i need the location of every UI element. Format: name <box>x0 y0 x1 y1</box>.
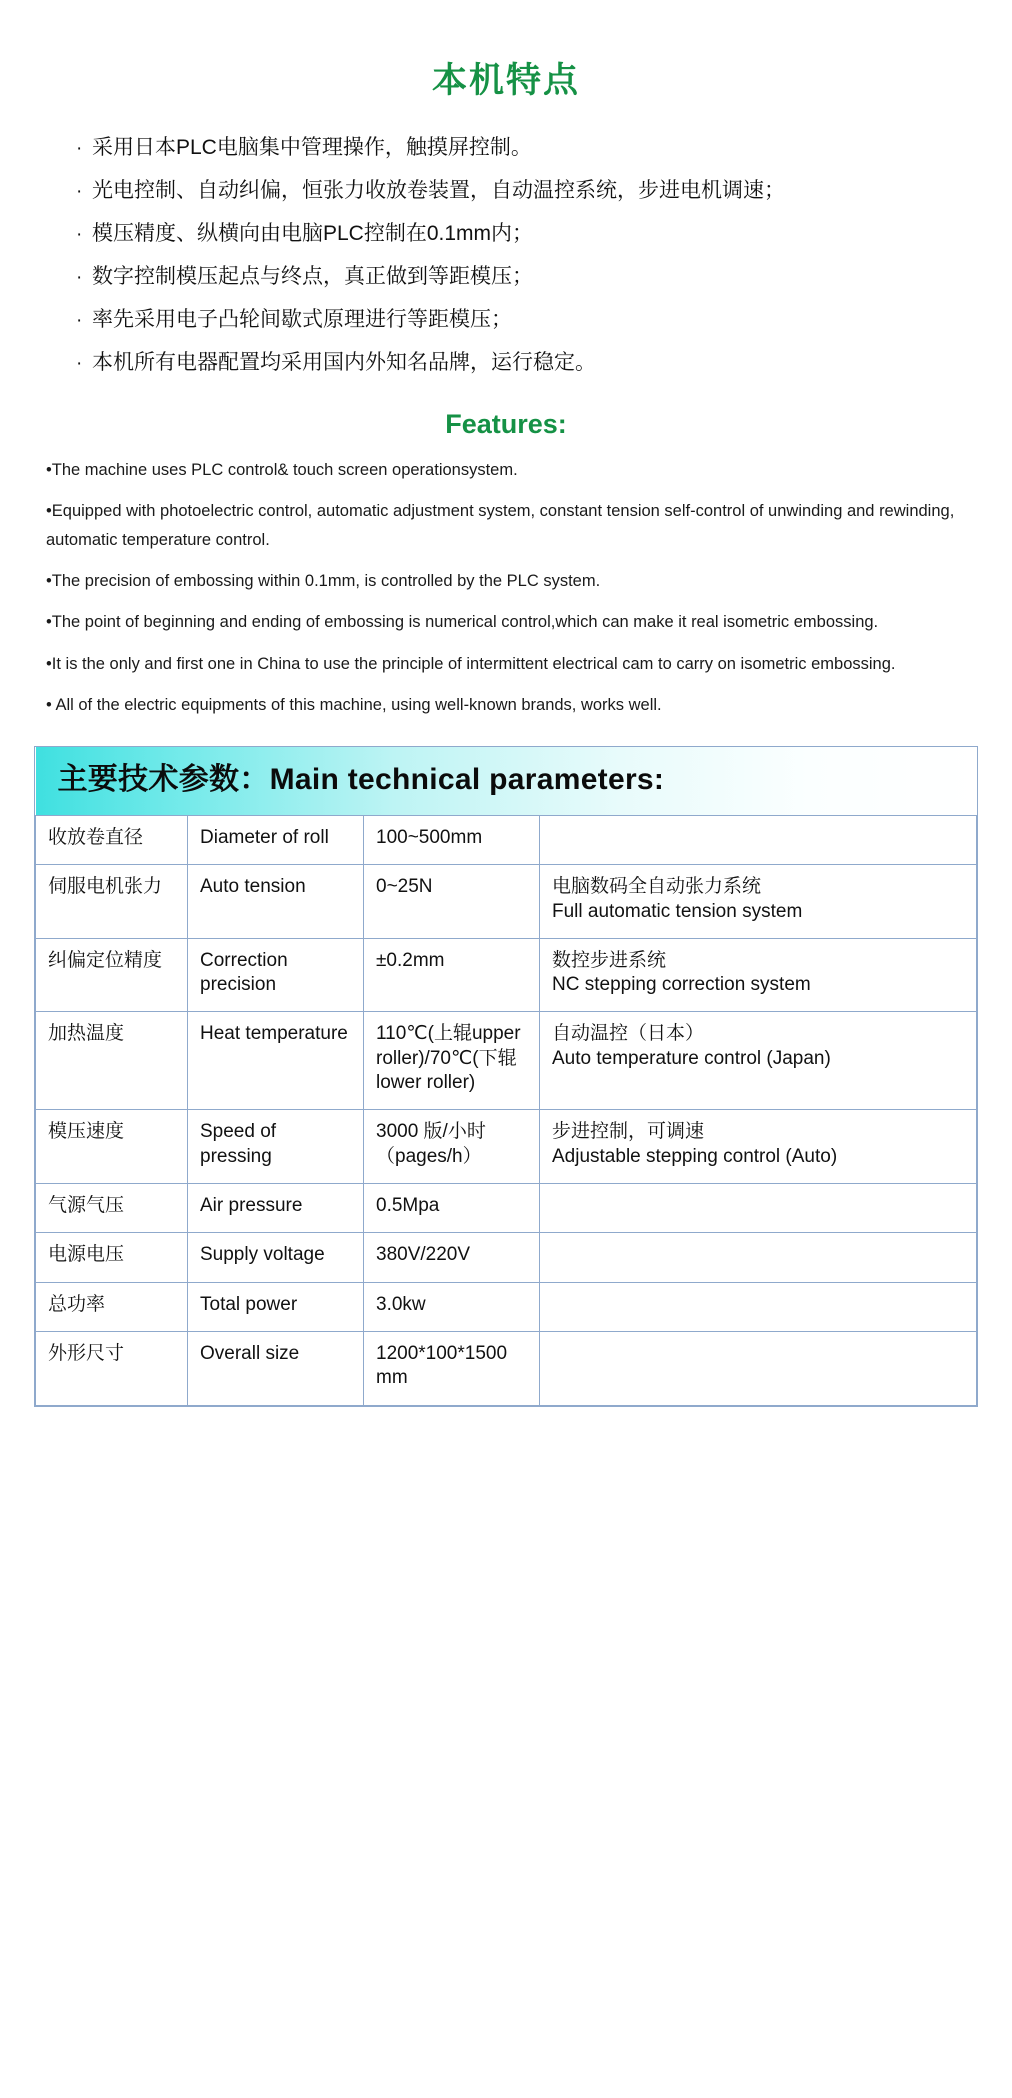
list-item-label: 采用日本PLC电脑集中管理操作，触摸屏控制。 <box>92 135 532 159</box>
list-item <box>76 223 1012 244</box>
row-label-en: Diameter of roll <box>188 815 364 864</box>
chinese-feature-list <box>0 137 1012 373</box>
product-spec-page <box>0 23 1012 1406</box>
spec-table-container <box>34 746 978 1407</box>
list-item <box>76 180 1012 201</box>
row-value: 0.5Mpa <box>364 1184 540 1233</box>
list-item <box>76 309 1012 330</box>
row-note <box>540 1184 977 1233</box>
list-item: •Equipped with photoelectric control, automatic adjustment system, constant tension self-control of unwinding and rewinding, automatic temperature control. <box>46 502 955 549</box>
row-note <box>540 1110 977 1184</box>
row-value: 3000 版/小时（pages/h） <box>364 1110 540 1184</box>
row-note-line: Adjustable stepping control (Auto) <box>552 1145 838 1167</box>
row-value: 110℃(上辊upper roller)/70℃(下辊lower roller) <box>364 1012 540 1110</box>
row-label-cn: 气源气压 <box>36 1184 188 1233</box>
row-value: ±0.2mm <box>364 938 540 1012</box>
row-note-line: NC stepping correction system <box>552 974 811 996</box>
list-item <box>76 352 1012 373</box>
page-title-english: Features: <box>445 408 567 439</box>
list-item <box>76 137 1012 158</box>
row-note-line: 自动温控（日本） <box>552 1023 705 1045</box>
bullet-icon: · <box>76 137 83 159</box>
spec-table <box>35 747 977 1406</box>
spec-table-header-label: 主要技术参数：Main technical parameters: <box>36 747 977 815</box>
row-label-en: Supply voltage <box>188 1233 364 1282</box>
row-label-en: Overall size <box>188 1331 364 1405</box>
row-value: 380V/220V <box>364 1233 540 1282</box>
table-row <box>36 815 977 864</box>
row-note-line: 电脑数码全自动张力系统 <box>552 876 762 898</box>
table-row <box>36 1233 977 1282</box>
table-row <box>36 865 977 939</box>
list-item: •The precision of embossing within 0.1mm, is controlled by the PLC system. <box>46 572 601 590</box>
row-note <box>540 1331 977 1405</box>
row-label-en: Speed of pressing <box>188 1110 364 1184</box>
row-label-en: Total power <box>188 1282 364 1331</box>
row-note <box>540 1233 977 1282</box>
bullet-icon: · <box>76 352 83 374</box>
row-label-cn: 总功率 <box>36 1282 188 1331</box>
spec-table-header-row <box>36 747 977 816</box>
row-label-en: Correction precision <box>188 938 364 1012</box>
list-item-label: 率先采用电子凸轮间歇式原理进行等距模压； <box>92 307 512 331</box>
row-label-cn: 纠偏定位精度 <box>36 938 188 1012</box>
list-item-label: 模压精度、纵横向由电脑PLC控制在0.1mm内； <box>92 221 534 245</box>
row-label-en: Air pressure <box>188 1184 364 1233</box>
row-label-cn: 电源电压 <box>36 1233 188 1282</box>
bullet-icon: · <box>76 180 83 202</box>
table-row <box>36 938 977 1012</box>
list-item-label: 光电控制、自动纠偏，恒张力收放卷装置，自动温控系统，步进电机调速； <box>92 178 785 202</box>
list-item <box>76 266 1012 287</box>
row-label-en: Auto tension <box>188 865 364 939</box>
row-label-en: Heat temperature <box>188 1012 364 1110</box>
list-item: •The machine uses PLC control& touch screen operationsystem. <box>46 460 518 479</box>
row-label-cn: 模压速度 <box>36 1110 188 1184</box>
bullet-icon: · <box>76 309 83 331</box>
row-value: 3.0kw <box>364 1282 540 1331</box>
table-row <box>36 1282 977 1331</box>
table-row <box>36 1012 977 1110</box>
row-label-cn: 加热温度 <box>36 1012 188 1110</box>
english-feature-list <box>0 456 1012 720</box>
table-row <box>36 1110 977 1184</box>
table-row <box>36 1184 977 1233</box>
row-note-line: Full automatic tension system <box>552 900 803 922</box>
row-note-line: 步进控制，可调速 <box>552 1121 705 1143</box>
row-note <box>540 865 977 939</box>
row-note <box>540 1282 977 1331</box>
list-item: •It is the only and first one in China to use the principle of intermittent electrical cam to carry on isometric embossing. <box>46 654 896 673</box>
row-value: 100~500mm <box>364 815 540 864</box>
list-item: •The point of beginning and ending of embossing is numerical control,which can make it real isometric embossing. <box>46 613 879 632</box>
row-note-line: 数控步进系统 <box>552 949 667 971</box>
row-label-cn: 外形尺寸 <box>36 1331 188 1405</box>
row-note <box>540 1012 977 1110</box>
page-title-chinese: 本机特点 <box>431 61 580 101</box>
bullet-icon: · <box>76 223 83 245</box>
row-value: 1200*100*1500 mm <box>364 1331 540 1405</box>
spec-table-header-cell <box>36 747 977 816</box>
row-note-line: Auto temperature control (Japan) <box>552 1047 831 1069</box>
bullet-icon: · <box>76 266 83 288</box>
table-row <box>36 1331 977 1405</box>
row-label-cn: 收放卷直径 <box>36 815 188 864</box>
list-item-label: 本机所有电器配置均采用国内外知名品牌，运行稳定。 <box>92 350 596 374</box>
row-note <box>540 815 977 864</box>
list-item: • All of the electric equipments of this machine, using well-known brands, works well. <box>46 696 662 715</box>
row-value: 0~25N <box>364 865 540 939</box>
row-note <box>540 938 977 1012</box>
row-label-cn: 伺服电机张力 <box>36 865 188 939</box>
list-item-label: 数字控制模压起点与终点，真正做到等距模压； <box>92 264 533 288</box>
